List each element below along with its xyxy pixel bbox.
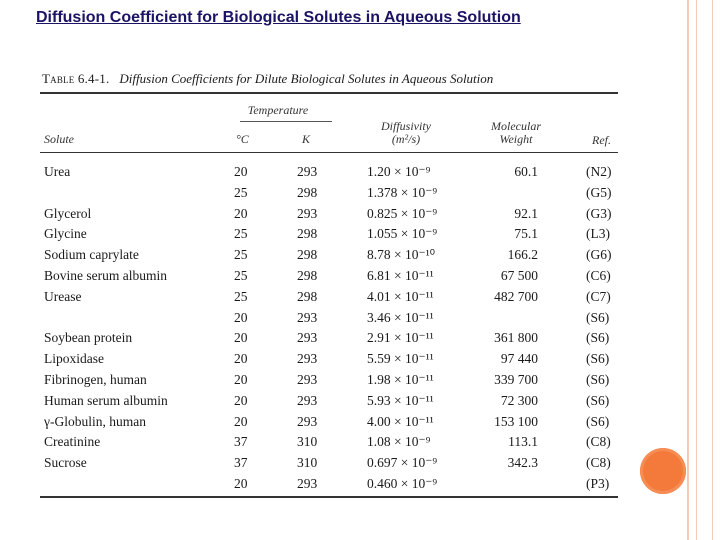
cell-kelvin: 293: [297, 371, 318, 387]
cell-ref: (L3): [586, 226, 610, 242]
cell-solute: Soybean protein: [44, 330, 133, 346]
cell-solute: Sodium caprylate: [44, 247, 139, 263]
table-row: [40, 245, 618, 266]
cell-kelvin: 293: [297, 413, 318, 429]
cell-ref: (S6): [586, 330, 610, 346]
cell-kelvin: 298: [297, 267, 318, 283]
header-molecular-weight: [484, 120, 548, 146]
frame-line: [712, 0, 713, 540]
header-mw-l2: Weight: [499, 132, 533, 146]
table-caption: [42, 71, 493, 87]
cell-celsius: 20: [234, 475, 248, 491]
cell-celsius: 25: [234, 226, 248, 242]
cell-celsius: 25: [234, 267, 248, 283]
table-row: [40, 162, 618, 183]
table-row: [40, 391, 618, 412]
cell-celsius: 20: [234, 371, 248, 387]
cell-kelvin: 298: [297, 226, 318, 242]
cell-molecular-weight: 339 700: [494, 371, 538, 387]
table-body: [40, 162, 618, 495]
header-ref: Ref.: [592, 133, 611, 147]
cell-celsius: 20: [234, 330, 248, 346]
cell-kelvin: 298: [297, 184, 318, 200]
cell-molecular-weight: 97 440: [500, 351, 538, 367]
header-temperature: Temperature: [247, 103, 309, 117]
cell-ref: (P3): [586, 475, 610, 491]
cell-diffusivity: 1.20 × 10⁻⁹: [367, 164, 431, 179]
table-row: [40, 266, 618, 287]
table-row: [40, 412, 618, 433]
cell-ref: (S6): [586, 371, 610, 387]
cell-ref: (N2): [586, 164, 612, 179]
cell-diffusivity: 1.98 × 10⁻¹¹: [367, 371, 434, 387]
cell-molecular-weight: 75.1: [514, 226, 538, 242]
cell-molecular-weight: 153 100: [494, 413, 538, 429]
cell-molecular-weight: 60.1: [514, 164, 538, 179]
cell-celsius: 20: [234, 164, 248, 179]
cell-molecular-weight: 113.1: [508, 434, 538, 450]
cell-diffusivity: 1.378 × 10⁻⁹: [367, 184, 438, 200]
table-label: Table 6.4-1.: [42, 71, 110, 86]
table-row: [40, 349, 618, 370]
cell-kelvin: 293: [297, 330, 318, 346]
cell-diffusivity: 4.00 × 10⁻¹¹: [367, 413, 434, 429]
header-diffusivity-l1: Diffusivity: [381, 119, 431, 133]
cell-solute: Sucrose: [44, 455, 87, 471]
slide-title: Diffusion Coefficient for Biological Solutes in Aqueous Solution: [36, 9, 521, 26]
header-diffusivity-l2: (m²/s): [391, 132, 421, 146]
cell-ref: (G5): [586, 184, 612, 200]
cell-molecular-weight: 482 700: [494, 288, 538, 304]
cell-celsius: 25: [234, 184, 248, 200]
cell-celsius: 20: [234, 351, 248, 367]
cell-ref: (G3): [586, 205, 612, 221]
cell-molecular-weight: 361 800: [494, 330, 538, 346]
table-row: [40, 432, 618, 453]
cell-solute: Fibrinogen, human: [44, 371, 147, 387]
cell-ref: (G6): [586, 247, 612, 263]
header-mw-l1: Molecular: [491, 119, 541, 133]
cell-diffusivity: 0.460 × 10⁻⁹: [367, 475, 438, 491]
cell-ref: (C8): [586, 434, 611, 450]
cell-celsius: 20: [234, 413, 248, 429]
table-row: [40, 453, 618, 474]
cell-diffusivity: 2.91 × 10⁻¹¹: [367, 330, 434, 346]
cell-diffusivity: 8.78 × 10⁻¹⁰: [367, 247, 436, 263]
table-row: [40, 328, 618, 349]
header-kelvin: K: [302, 132, 311, 146]
cell-diffusivity: 6.81 × 10⁻¹¹: [367, 267, 434, 283]
cell-molecular-weight: 166.2: [507, 247, 538, 263]
cell-ref: (S6): [586, 309, 610, 325]
cell-kelvin: 293: [297, 392, 318, 408]
cell-ref: (S6): [586, 392, 610, 408]
decorative-orange-circle: [640, 448, 686, 494]
cell-kelvin: 293: [297, 205, 318, 221]
cell-solute: γ-Globulin, human: [44, 413, 146, 429]
cell-solute: Urea: [44, 164, 71, 179]
cell-kelvin: 298: [297, 288, 318, 304]
cell-solute: Urease: [44, 288, 82, 304]
cell-solute: Glycine: [44, 226, 87, 242]
cell-solute: Bovine serum albumin: [44, 267, 167, 283]
cell-kelvin: 310: [297, 434, 318, 450]
cell-molecular-weight: 342.3: [507, 455, 538, 471]
cell-celsius: 20: [234, 205, 248, 221]
cell-diffusivity: 4.01 × 10⁻¹¹: [367, 288, 434, 304]
cell-celsius: 25: [234, 288, 248, 304]
cell-diffusivity: 0.825 × 10⁻⁹: [367, 205, 438, 221]
cell-ref: (S6): [586, 351, 610, 367]
cell-kelvin: 298: [297, 247, 318, 263]
temperature-underline: [240, 121, 332, 122]
diffusion-table: [40, 68, 618, 500]
cell-kelvin: 310: [297, 455, 318, 471]
table-row: [40, 370, 618, 391]
cell-ref: (S6): [586, 413, 610, 429]
cell-molecular-weight: 92.1: [514, 205, 538, 221]
top-rule: [40, 92, 618, 94]
table-row: [40, 204, 618, 225]
table-row: [40, 183, 618, 204]
cell-diffusivity: 3.46 × 10⁻¹¹: [367, 309, 434, 325]
header-rule: [40, 152, 618, 153]
table-row: [40, 308, 618, 329]
cell-diffusivity: 0.697 × 10⁻⁹: [367, 455, 438, 471]
frame-line: [696, 0, 697, 540]
header-solute: Solute: [44, 132, 74, 146]
cell-celsius: 37: [234, 434, 248, 450]
cell-kelvin: 293: [297, 309, 318, 325]
cell-kelvin: 293: [297, 351, 318, 367]
table-caption-text: Diffusion Coefficients for Dilute Biological Solutes in Aqueous Solution: [119, 71, 494, 86]
cell-kelvin: 293: [297, 164, 318, 179]
cell-solute: Human serum albumin: [44, 392, 168, 408]
cell-celsius: 25: [234, 247, 248, 263]
header-diffusivity: [370, 120, 442, 146]
cell-solute: Lipoxidase: [44, 351, 104, 367]
cell-kelvin: 293: [297, 475, 318, 491]
cell-molecular-weight: 72 300: [500, 392, 538, 408]
cell-diffusivity: 5.59 × 10⁻¹¹: [367, 351, 434, 367]
cell-diffusivity: 5.93 × 10⁻¹¹: [367, 392, 434, 408]
cell-diffusivity: 1.055 × 10⁻⁹: [367, 226, 438, 242]
cell-celsius: 37: [234, 455, 248, 471]
table-row: [40, 474, 618, 495]
cell-solute: Glycerol: [44, 205, 92, 221]
cell-ref: (C8): [586, 455, 611, 471]
table-row: [40, 224, 618, 245]
header-celsius: °C: [236, 132, 249, 146]
cell-molecular-weight: 67 500: [500, 267, 538, 283]
cell-celsius: 20: [234, 309, 248, 325]
slide-frame-right: [687, 0, 720, 540]
cell-ref: (C7): [586, 288, 611, 304]
cell-ref: (C6): [586, 267, 611, 283]
table-row: [40, 287, 618, 308]
cell-solute: Creatinine: [44, 434, 101, 450]
cell-celsius: 20: [234, 392, 248, 408]
frame-line: [688, 0, 689, 540]
bottom-rule: [40, 496, 618, 498]
cell-diffusivity: 1.08 × 10⁻⁹: [367, 434, 431, 450]
